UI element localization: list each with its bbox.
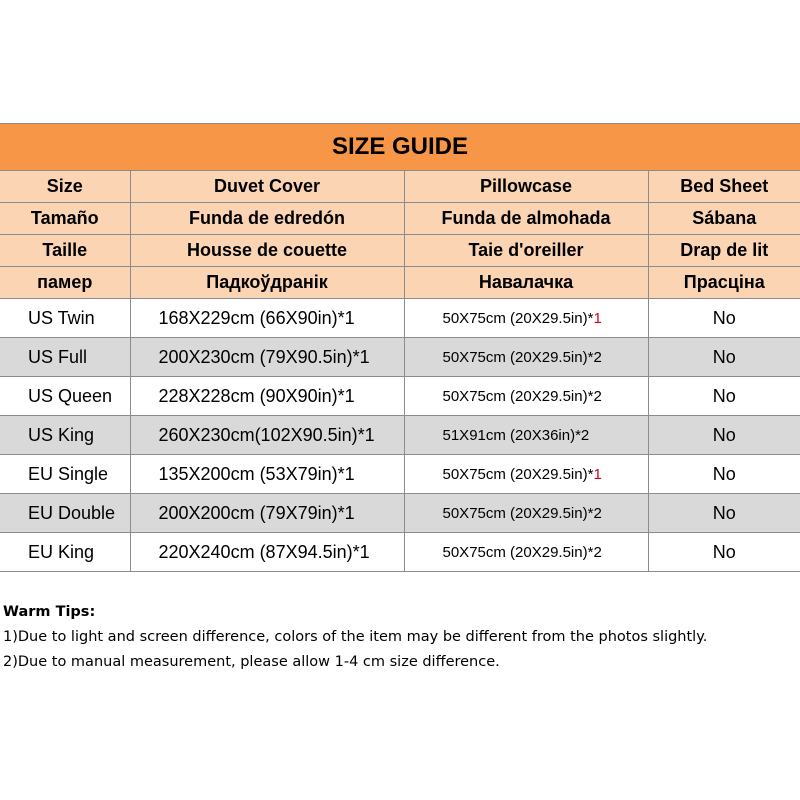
header-cell: Навалачка [404,267,648,299]
pillowcase-size: 50X75cm (20X29.5in)* [442,387,594,405]
duvet-cell: 260X230cm(102X90.5in)*1 [130,416,404,455]
pillowcase-size: 50X75cm (20X29.5in)* [442,309,594,327]
duvet-cell: 135X200cm (53X79in)*1 [130,455,404,494]
pillowcase-size: 50X75cm (20X29.5in)* [442,504,594,522]
bed-sheet-cell: No [648,533,800,572]
table-row [0,416,800,455]
header-row-english [0,171,800,203]
size-cell: US Queen [0,377,130,416]
pillowcase-qty: 2 [580,426,590,444]
warm-tip-line: 1)Due to light and screen difference, colors of the item may be different from the photos slightly. [3,629,708,645]
header-cell: Funda de almohada [404,203,648,235]
pillowcase-cell [404,494,648,533]
size-guide-table [0,170,800,572]
warm-tip-line: 2)Due to manual measurement, please allow 1-4 cm size difference. [3,654,500,670]
bed-sheet-cell: No [648,416,800,455]
table-row [0,377,800,416]
header-cell: Housse de couette [130,235,404,267]
bed-sheet-cell: No [648,377,800,416]
header-cell: Sábana [648,203,800,235]
bed-sheet-cell: No [648,494,800,533]
header-cell: Taie d'oreiller [404,235,648,267]
pillowcase-cell [404,533,648,572]
header-cell: памер [0,267,130,299]
duvet-cell: 220X240cm (87X94.5in)*1 [130,533,404,572]
size-cell: EU King [0,533,130,572]
size-cell: EU Double [0,494,130,533]
header-cell: Прасціна [648,267,800,299]
table-row [0,338,800,377]
size-guide [0,123,800,572]
pillowcase-qty: 1 [593,465,602,483]
duvet-cell: 200X230cm (79X90.5in)*1 [130,338,404,377]
table-row [0,299,800,338]
size-cell: US Twin [0,299,130,338]
pillowcase-cell [404,338,648,377]
header-cell: Drap de lit [648,235,800,267]
duvet-cell: 168X229cm (66X90in)*1 [130,299,404,338]
table-row [0,455,800,494]
pillowcase-qty: 2 [593,348,602,366]
pillowcase-cell [404,416,648,455]
table-row [0,494,800,533]
size-cell: EU Single [0,455,130,494]
pillowcase-cell [404,377,648,416]
size-guide-title: SIZE GUIDE [0,123,800,170]
header-cell: Taille [0,235,130,267]
size-cell: US Full [0,338,130,377]
header-cell: Pillowcase [404,171,648,203]
header-cell: Bed Sheet [648,171,800,203]
pillowcase-qty: 1 [593,309,602,327]
pillowcase-qty: 2 [593,543,602,561]
duvet-cell: 200X200cm (79X79in)*1 [130,494,404,533]
bed-sheet-cell: No [648,338,800,377]
header-row-belarusian [0,267,800,299]
pillowcase-size: 50X75cm (20X29.5in)* [442,465,594,483]
duvet-cell: 228X228cm (90X90in)*1 [130,377,404,416]
header-row-french [0,235,800,267]
header-cell: Duvet Cover [130,171,404,203]
pillowcase-size: 50X75cm (20X29.5in)* [442,543,594,561]
pillowcase-qty: 2 [593,387,602,405]
header-row-spanish [0,203,800,235]
header-cell: Падкоўдранік [130,267,404,299]
size-cell: US King [0,416,130,455]
pillowcase-size: 51X91cm (20X36in)* [442,426,581,444]
pillowcase-cell [404,299,648,338]
header-cell: Tamaño [0,203,130,235]
pillowcase-qty: 2 [593,504,602,522]
bed-sheet-cell: No [648,455,800,494]
pillowcase-cell [404,455,648,494]
pillowcase-size: 50X75cm (20X29.5in)* [442,348,594,366]
header-cell: Size [0,171,130,203]
warm-tips-title: Warm Tips: [3,604,96,620]
warm-tips [3,600,707,675]
header-cell: Funda de edredón [130,203,404,235]
table-row [0,533,800,572]
bed-sheet-cell: No [648,299,800,338]
